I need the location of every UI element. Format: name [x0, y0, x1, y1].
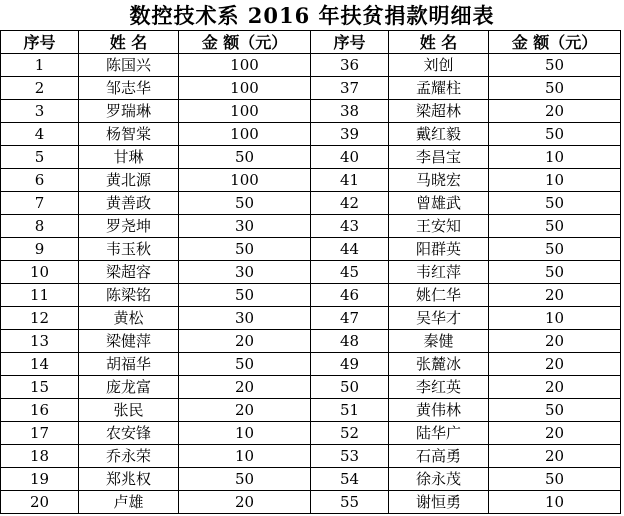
cell-serial-left: 18: [1, 445, 79, 468]
cell-name-right: 曾雄武: [389, 192, 489, 215]
table-row: [1, 169, 621, 192]
cell-serial-right: 41: [311, 169, 389, 192]
cell-amount-left: 50: [179, 146, 311, 169]
header-name-right: 姓 名: [389, 31, 489, 54]
cell-amount-left: 10: [179, 422, 311, 445]
header-amount-left: 金 额（元）: [179, 31, 311, 54]
table-row: [1, 399, 621, 422]
cell-serial-left: 8: [1, 215, 79, 238]
cell-name-left: 张民: [79, 399, 179, 422]
cell-name-left: 邹志华: [79, 77, 179, 100]
cell-amount-left: 30: [179, 307, 311, 330]
cell-serial-left: 11: [1, 284, 79, 307]
cell-amount-right: 50: [489, 77, 621, 100]
cell-amount-left: 50: [179, 353, 311, 376]
cell-amount-right: 10: [489, 307, 621, 330]
cell-amount-left: 20: [179, 330, 311, 353]
cell-serial-right: 48: [311, 330, 389, 353]
header-serial-left: 序号: [1, 31, 79, 54]
cell-amount-right: 20: [489, 330, 621, 353]
cell-name-right: 李红英: [389, 376, 489, 399]
cell-amount-right: 50: [489, 54, 621, 77]
cell-amount-left: 100: [179, 100, 311, 123]
table-row: [1, 238, 621, 261]
cell-amount-left: 30: [179, 215, 311, 238]
table-header-row: [1, 31, 621, 54]
cell-name-left: 庞龙富: [79, 376, 179, 399]
cell-name-left: 梁超容: [79, 261, 179, 284]
cell-name-right: 戴红毅: [389, 123, 489, 146]
cell-serial-left: 4: [1, 123, 79, 146]
cell-amount-left: 100: [179, 169, 311, 192]
table-row: [1, 100, 621, 123]
cell-name-right: 吴华才: [389, 307, 489, 330]
cell-name-left: 卢雄: [79, 491, 179, 514]
cell-serial-right: 39: [311, 123, 389, 146]
table-row: [1, 54, 621, 77]
cell-amount-right: 50: [489, 399, 621, 422]
cell-amount-left: 20: [179, 491, 311, 514]
table-row: [1, 330, 621, 353]
cell-serial-right: 55: [311, 491, 389, 514]
cell-serial-left: 5: [1, 146, 79, 169]
cell-name-right: 孟耀柱: [389, 77, 489, 100]
header-amount-right: 金 额（元）: [489, 31, 621, 54]
cell-serial-left: 15: [1, 376, 79, 399]
cell-serial-right: 47: [311, 307, 389, 330]
cell-amount-left: 50: [179, 468, 311, 491]
cell-amount-left: 10: [179, 445, 311, 468]
table-row: [1, 445, 621, 468]
cell-serial-right: 37: [311, 77, 389, 100]
cell-name-left: 梁健萍: [79, 330, 179, 353]
cell-serial-left: 17: [1, 422, 79, 445]
cell-name-right: 李昌宝: [389, 146, 489, 169]
cell-amount-right: 10: [489, 146, 621, 169]
cell-serial-left: 9: [1, 238, 79, 261]
cell-serial-left: 10: [1, 261, 79, 284]
cell-name-left: 黄善政: [79, 192, 179, 215]
table-row: [1, 77, 621, 100]
cell-serial-right: 51: [311, 399, 389, 422]
table-row: [1, 353, 621, 376]
cell-serial-left: 6: [1, 169, 79, 192]
cell-name-right: 石高勇: [389, 445, 489, 468]
page-title: 数控技术系 2016 年扶贫捐款明细表: [129, 3, 495, 28]
cell-amount-right: 50: [489, 215, 621, 238]
table-row: [1, 422, 621, 445]
cell-name-right: 马晓宏: [389, 169, 489, 192]
cell-serial-right: 40: [311, 146, 389, 169]
cell-name-right: 张麓冰: [389, 353, 489, 376]
cell-name-left: 甘琳: [79, 146, 179, 169]
cell-name-right: 秦健: [389, 330, 489, 353]
cell-serial-right: 46: [311, 284, 389, 307]
cell-name-left: 郑兆权: [79, 468, 179, 491]
table-row: [1, 146, 621, 169]
header-serial-right: 序号: [311, 31, 389, 54]
cell-amount-right: 20: [489, 100, 621, 123]
cell-name-left: 杨智棠: [79, 123, 179, 146]
cell-serial-left: 16: [1, 399, 79, 422]
table-row: [1, 284, 621, 307]
cell-name-right: 梁超林: [389, 100, 489, 123]
cell-name-right: 阳群英: [389, 238, 489, 261]
donation-table: [0, 30, 621, 514]
cell-serial-right: 42: [311, 192, 389, 215]
table-row: [1, 468, 621, 491]
cell-serial-right: 53: [311, 445, 389, 468]
cell-amount-right: 10: [489, 491, 621, 514]
cell-name-right: 陆华广: [389, 422, 489, 445]
cell-name-right: 谢恒勇: [389, 491, 489, 514]
cell-serial-left: 2: [1, 77, 79, 100]
cell-serial-right: 54: [311, 468, 389, 491]
header-name-left: 姓 名: [79, 31, 179, 54]
cell-name-right: 王安知: [389, 215, 489, 238]
cell-amount-left: 20: [179, 399, 311, 422]
table-row: [1, 307, 621, 330]
cell-serial-left: 19: [1, 468, 79, 491]
cell-name-left: 韦玉秋: [79, 238, 179, 261]
cell-serial-right: 50: [311, 376, 389, 399]
cell-name-left: 陈梁铭: [79, 284, 179, 307]
table-row: [1, 261, 621, 284]
cell-amount-right: 20: [489, 376, 621, 399]
cell-amount-right: 50: [489, 261, 621, 284]
cell-amount-left: 50: [179, 238, 311, 261]
cell-amount-right: 10: [489, 169, 621, 192]
cell-amount-right: 20: [489, 353, 621, 376]
cell-amount-left: 100: [179, 77, 311, 100]
cell-serial-right: 44: [311, 238, 389, 261]
table-row: [1, 376, 621, 399]
cell-serial-left: 13: [1, 330, 79, 353]
cell-name-left: 陈国兴: [79, 54, 179, 77]
cell-name-right: 韦红萍: [389, 261, 489, 284]
cell-name-left: 农安锋: [79, 422, 179, 445]
cell-amount-right: 50: [489, 238, 621, 261]
cell-amount-right: 20: [489, 422, 621, 445]
cell-serial-left: 14: [1, 353, 79, 376]
cell-amount-left: 100: [179, 123, 311, 146]
cell-amount-right: 20: [489, 284, 621, 307]
cell-amount-left: 20: [179, 376, 311, 399]
table-row: [1, 491, 621, 514]
cell-name-right: 姚仁华: [389, 284, 489, 307]
cell-name-right: 刘创: [389, 54, 489, 77]
cell-amount-left: 100: [179, 54, 311, 77]
cell-serial-left: 1: [1, 54, 79, 77]
cell-name-left: 黄松: [79, 307, 179, 330]
cell-name-left: 胡福华: [79, 353, 179, 376]
table-row: [1, 123, 621, 146]
cell-name-left: 黄北源: [79, 169, 179, 192]
cell-serial-left: 3: [1, 100, 79, 123]
cell-serial-right: 45: [311, 261, 389, 284]
cell-name-right: 黄伟林: [389, 399, 489, 422]
cell-serial-right: 52: [311, 422, 389, 445]
cell-serial-left: 12: [1, 307, 79, 330]
cell-amount-left: 50: [179, 284, 311, 307]
cell-serial-right: 36: [311, 54, 389, 77]
cell-serial-left: 20: [1, 491, 79, 514]
cell-amount-right: 20: [489, 445, 621, 468]
table-row: [1, 192, 621, 215]
cell-name-left: 乔永荣: [79, 445, 179, 468]
cell-amount-left: 30: [179, 261, 311, 284]
cell-name-left: 罗尧坤: [79, 215, 179, 238]
table-body: [1, 54, 621, 514]
cell-amount-right: 50: [489, 468, 621, 491]
cell-amount-right: 50: [489, 123, 621, 146]
cell-name-left: 罗瑞琳: [79, 100, 179, 123]
table-row: [1, 215, 621, 238]
cell-serial-right: 38: [311, 100, 389, 123]
cell-serial-left: 7: [1, 192, 79, 215]
cell-amount-right: 50: [489, 192, 621, 215]
cell-serial-right: 49: [311, 353, 389, 376]
cell-serial-right: 43: [311, 215, 389, 238]
cell-amount-left: 50: [179, 192, 311, 215]
cell-name-right: 徐永茂: [389, 468, 489, 491]
